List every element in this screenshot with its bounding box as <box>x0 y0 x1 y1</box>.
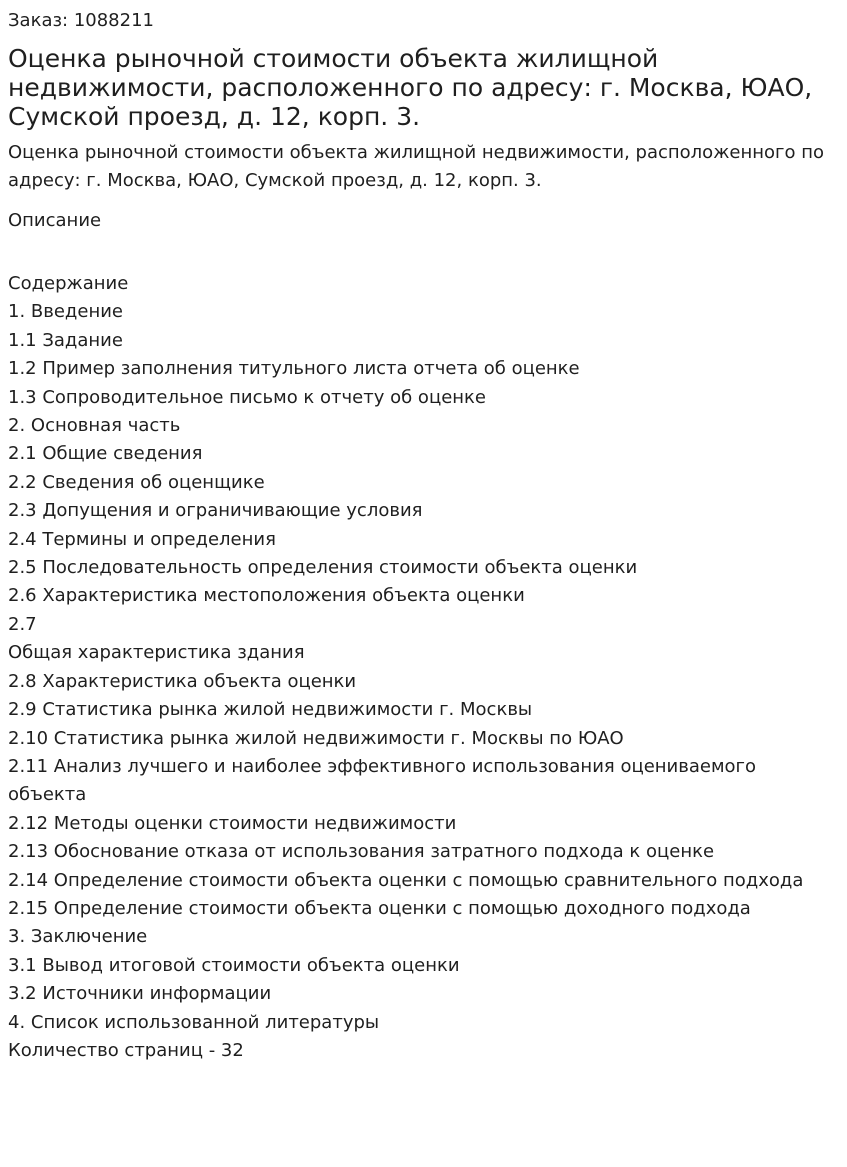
toc-item: 2.12 Методы оценки стоимости недвижимости <box>8 812 457 834</box>
toc-item: 1. Введение <box>8 301 123 323</box>
toc-item: 2. Основная часть <box>8 415 181 437</box>
toc-item: 4. Список использованной литературы <box>8 1011 380 1033</box>
order-number: Заказ: 1088211 <box>8 10 154 31</box>
toc-item: 2.4 Термины и определения <box>8 528 276 550</box>
toc-item: 2.15 Определение стоимости объекта оценки с помощью доходного подхода <box>8 897 751 919</box>
toc-item: 2.3 Допущения и ограничивающие условия <box>8 500 423 522</box>
description-label: Описание <box>8 210 102 231</box>
toc-item: 2.14 Определение стоимости объекта оценки с помощью сравнительного подхода <box>8 869 804 891</box>
page-title: Оценка рыночной стоимости объекта жилищной недвижимости, расположенного по адресу: г. Москва, ЮАО, Сумской проезд, д. 12, корп. 3. <box>8 44 813 131</box>
toc-item: 1.1 Задание <box>8 329 123 351</box>
toc-item: 2.13 Обоснование отказа от использования затратного подхода к оценке <box>8 841 715 863</box>
toc-item: 3. Заключение <box>8 926 148 948</box>
table-of-contents <box>8 298 839 1037</box>
toc-item: 2.11 Анализ лучшего и наиболее эффективного использования оцениваемого объекта <box>8 755 757 806</box>
page-subtitle: Оценка рыночной стоимости объекта жилищной недвижимости, расположенного по адресу: г. Москва, ЮАО, Сумской проезд, д. 12, корп. 3. <box>8 142 825 191</box>
page-count: Количество страниц - 32 <box>8 1039 244 1061</box>
toc-item: 3.1 Вывод итоговой стоимости объекта оценки <box>8 954 460 976</box>
toc-item: 2.7 <box>8 613 37 635</box>
toc-item: 2.2 Сведения об оценщике <box>8 471 265 493</box>
toc-item: 2.9 Статистика рынка жилой недвижимости г. Москвы <box>8 699 533 721</box>
toc-item: 3.2 Источники информации <box>8 983 272 1005</box>
toc-item: 1.3 Сопроводительное письмо к отчету об оценке <box>8 386 486 408</box>
toc-item: 2.10 Статистика рынка жилой недвижимости г. Москвы по ЮАО <box>8 727 624 749</box>
toc-item: 2.8 Характеристика объекта оценки <box>8 670 357 692</box>
toc-item: 1.2 Пример заполнения титульного листа отчета об оценке <box>8 358 580 380</box>
toc-item: 2.5 Последовательность определения стоимости объекта оценки <box>8 557 638 579</box>
toc-item: 2.1 Общие сведения <box>8 443 203 465</box>
toc-item: Общая характеристика здания <box>8 642 305 664</box>
toc-heading: Содержание <box>8 273 129 294</box>
toc-item: 2.6 Характеристика местоположения объекта оценки <box>8 585 525 607</box>
